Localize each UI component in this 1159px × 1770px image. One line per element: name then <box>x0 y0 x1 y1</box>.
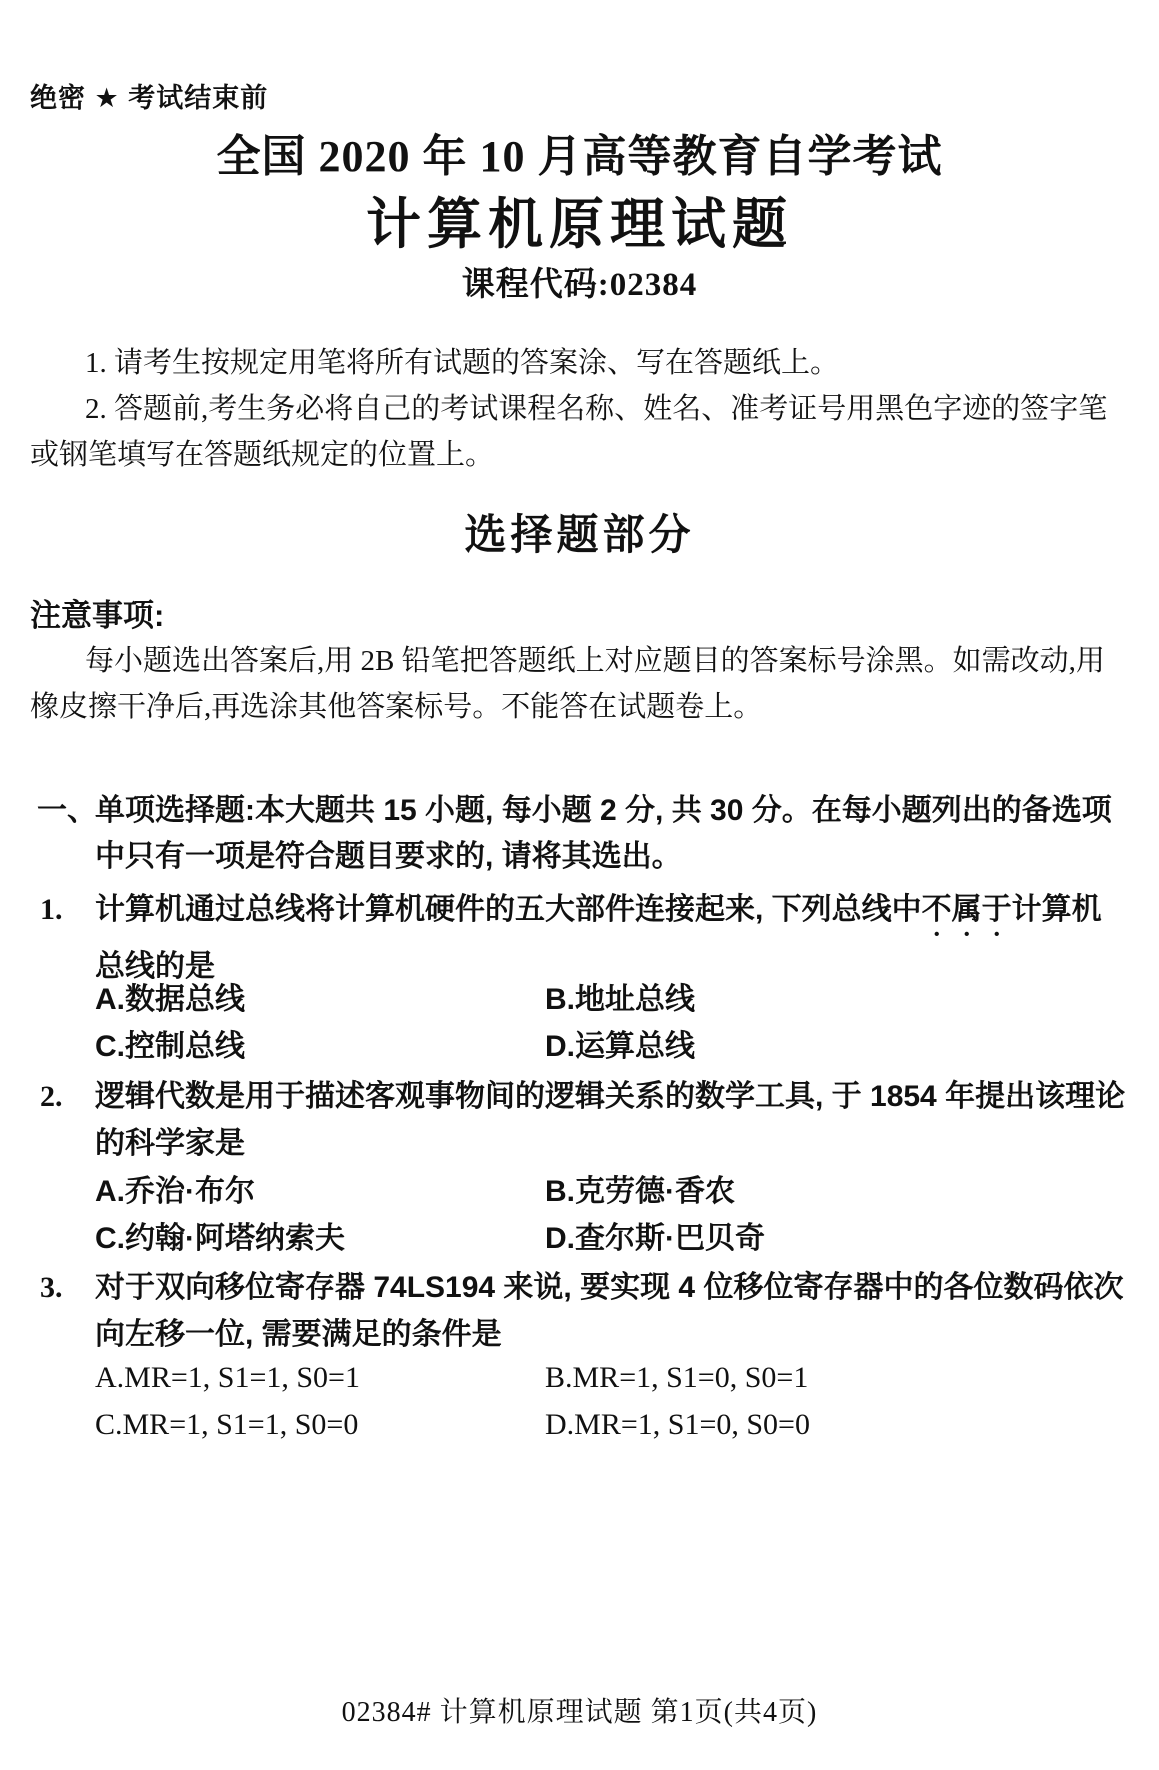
section-title: 单项选择题:本大题共 15 小题, 每小题 2 分, 共 30 分。在每小题列出的备选项中只有一项是符合题目要求的, 请将其选出。 <box>95 794 1112 873</box>
question-1-options <box>30 980 1129 1074</box>
course-code: 课程代码:02384 <box>461 267 698 303</box>
question-3-options <box>30 1358 1129 1452</box>
question-1-number: 1. <box>40 893 63 926</box>
exam-title-line1: 全国 2020 年 10 月高等教育自学考试 <box>216 132 943 181</box>
question-3-option-c: C.MR=1, S1=1, S0=0 <box>95 1408 359 1441</box>
question-1-option-b: B.地址总线 <box>545 983 695 1016</box>
question-3-stem-text: 对于双向移位寄存器 74LS194 来说, 要实现 4 位移位寄存器中的各位数码依次向左移一位, 需要满足的条件是 <box>95 1271 1124 1351</box>
question-2-stem <box>30 1073 1129 1167</box>
exam-title-line2: 计算机原理试题 <box>365 193 793 255</box>
question-1-stem-after: 计算机总线的是 <box>95 893 1102 983</box>
question-3-stem <box>30 1264 1129 1358</box>
question-1-stem-emphasis: 不属于 <box>921 893 1012 926</box>
question-3-option-a: A.MR=1, S1=1, S0=1 <box>95 1361 360 1394</box>
question-2-stem-text: 逻辑代数是用于描述客观事物间的逻辑关系的数学工具, 于 1854 年提出该理论的科学家是 <box>95 1080 1126 1160</box>
instruction-1: 1. 请考生按规定用笔将所有试题的答案涂、写在答题纸上。 <box>85 347 840 379</box>
section-number: 一、 <box>37 794 97 827</box>
question-1-stem-before: 计算机通过总线将计算机硬件的五大部件连接起来, 下列总线中 <box>95 893 922 926</box>
question-2-option-d: D.查尔斯·巴贝奇 <box>545 1222 765 1255</box>
question-1-option-d: D.运算总线 <box>545 1030 695 1063</box>
question-3-number: 3. <box>40 1271 63 1304</box>
question-1-stem <box>30 886 1129 990</box>
question-1-option-c: C.控制总线 <box>95 1030 245 1063</box>
question-3-option-d: D.MR=1, S1=0, S0=0 <box>545 1408 810 1441</box>
classification-banner: 绝密 ★ 考试结束前 <box>30 83 269 113</box>
question-3-option-b: B.MR=1, S1=0, S0=1 <box>545 1361 809 1394</box>
question-2-options <box>30 1172 1129 1266</box>
question-2-option-b: B.克劳德·香农 <box>545 1175 735 1208</box>
section-one-header <box>30 788 1129 880</box>
question-2-option-a: A.乔治·布尔 <box>95 1175 255 1208</box>
question-1-option-a: A.数据总线 <box>95 983 245 1016</box>
instruction-2: 2. 答题前,考生务必将自己的考试课程名称、姓名、准考证号用黑色字迹的签字笔或钢笔填写在答题纸规定的位置上。 <box>30 393 1108 471</box>
question-2-option-c: C.约翰·阿塔纳索夫 <box>95 1222 345 1255</box>
notes-heading: 注意事项: <box>30 598 165 633</box>
page-footer: 02384# 计算机原理试题 第1页(共4页) <box>341 1697 818 1728</box>
part-title: 选择题部分 <box>464 511 695 558</box>
notes-body: 每小题选出答案后,用 2B 铅笔把答题纸上对应题目的答案标号涂黑。如需改动,用橡皮擦干净后,再选涂其他答案标号。不能答在试题卷上。 <box>30 645 1105 723</box>
question-2-number: 2. <box>40 1080 63 1113</box>
